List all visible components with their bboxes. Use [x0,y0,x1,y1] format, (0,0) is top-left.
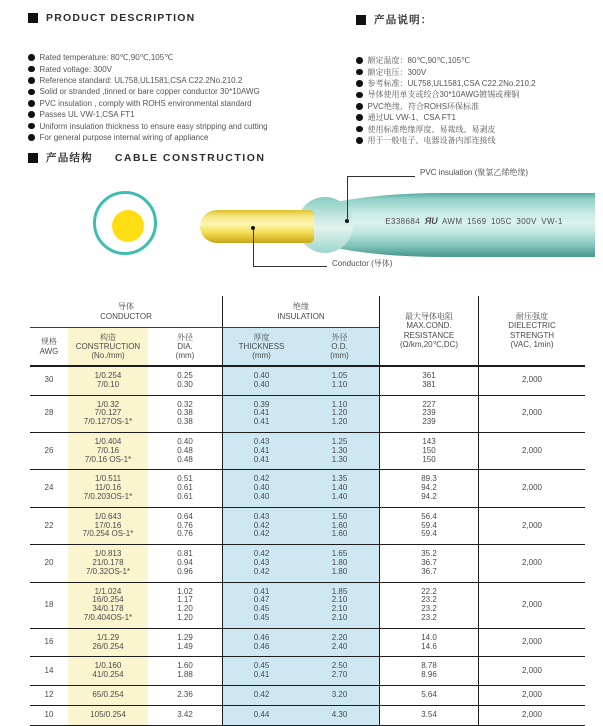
table-cell: 0.41 0.47 0.45 0.45 [222,583,300,628]
table-cell: 0.64 0.76 0.76 [177,511,193,539]
table-cell: 1/0.813 21/0.178 7/0.32OS-1* [68,545,148,581]
table-cell: 0.81 0.94 0.96 [177,549,193,576]
ul-file-number: E338684 [385,217,421,226]
table-row [30,582,585,628]
header-col-awg: 规格 AWG [39,337,59,356]
table-cell: 30 [44,375,54,385]
list-item-text: 额定温度：80℃,90℃,105℃ [367,56,471,66]
table-row [30,469,585,506]
bullet-icon [28,89,35,96]
table-cell: 143 150 150 [379,433,478,469]
bullet-icon [356,126,363,133]
table-cell: 1/0.32 7/0.127 7/0.127OS-1* [68,396,148,432]
list-item-text: Rated voltage: 300V [39,64,112,74]
table-cell: 1.65 1.80 1.80 [300,545,379,581]
table-cell: 2,000 [478,396,585,432]
table-cell: 10 [44,709,54,719]
table-cell: 0.40 0.40 [222,367,300,395]
table-cell: 3.42 [177,709,193,719]
table-cell: 0.40 0.48 0.48 [177,436,193,464]
table-cell: 0.46 0.46 [222,629,300,657]
table-cell: 2,000 [478,470,585,506]
list-item [28,132,350,143]
table-cell: 2,000 [478,433,585,469]
table-cell: 1/0.254 7/0.10 [68,367,148,395]
pointer-line [347,177,348,221]
pointer-line [347,176,415,177]
list-item [356,123,603,134]
table-cell: 1.60 1.88 [177,661,193,680]
table-cell: 0.25 0.30 [177,371,193,389]
pointer-line [253,229,254,267]
table-row [30,705,585,725]
table-cell: 1.29 1.49 [177,632,193,651]
table-row [30,544,585,581]
table-cell: 2,000 [478,706,585,725]
table-cell: 0.43 0.42 0.42 [222,508,300,544]
table-cell: 1/0.643 17/0.16 7/0.254 OS-1* [68,508,148,544]
table-cell: 18 [44,599,54,609]
list-item-text: 通过UL VW-1、CSA FT1 [367,113,456,123]
header-col-dia: 外径 DIA. (mm) [175,332,195,361]
table-cell: 2,000 [478,686,585,705]
table-cell: 20 [44,557,54,567]
list-item [28,52,350,63]
table-cell: 56.4 59.4 59.4 [379,508,478,544]
section-marker-icon [28,13,38,23]
bullet-icon [356,69,363,76]
table-cell: 35.2 36.7 36.7 [379,545,478,581]
list-item [356,135,603,146]
product-description-cn-section [356,12,603,146]
table-cell: 1.02 1.17 1.20 1.20 [177,586,193,622]
header-col-thickness: 厚度 THICKNESS (mm) [222,328,300,365]
table-cell: 3.20 [300,686,379,705]
ul-recognized-mark-icon: ЯU [424,216,438,226]
section-marker-icon [356,15,366,25]
conductor-label: Conductor (导体) [332,259,393,268]
table-cell: 2,000 [478,657,585,685]
conductor-core [112,210,144,242]
table-cell: 0.43 0.41 0.41 [222,433,300,469]
bullet-icon [356,80,363,87]
table-cell: 1.25 1.30 1.30 [300,433,379,469]
table-cell: 12 [44,689,54,699]
list-item-text: For general purpose internal wiring of appliance [39,132,209,142]
table-cell: 0.51 0.61 0.61 [177,474,193,501]
table-cell: 28 [44,408,54,418]
product-description-cn-list [356,55,603,146]
table-cell: 1/1.024 16/0.254 34/0.178 7/0.404OS-1* [68,583,148,628]
list-item [356,112,603,123]
list-item-text: PVC绝缘，符合ROHS环保标准 [367,101,480,111]
section-title: PRODUCT DESCRIPTION [46,12,196,24]
table-cell: 8.78 8.96 [379,657,478,685]
table-cell: 1/0.160 41/0.254 [68,657,148,685]
table-cell: 2,000 [478,508,585,544]
table-cell: 2,000 [478,629,585,657]
list-item [356,89,603,100]
cable-construction-heading [28,150,265,165]
table-cell: 0.45 0.41 [222,657,300,685]
table-cell: 2,000 [478,367,585,395]
table-cell: 65/0.254 [68,686,148,705]
table-cell: 16 [44,637,54,647]
list-item-text: Reference standard: UL758,UL1581,CSA C22.2No.210.2 [39,75,243,85]
table-cell: 22 [44,520,54,530]
product-description-section [28,12,350,143]
table-cell: 0.32 0.38 0.38 [177,399,193,427]
table-cell: 1.10 1.20 1.20 [300,396,379,432]
spec-table-header [30,296,585,367]
table-row [30,507,585,544]
cable-marking-text [358,216,590,226]
list-item-text: Uniform insulation thickness to ensure easy stripping and cutting [39,121,268,131]
bullet-icon [28,66,35,73]
list-item-text: 参考标准：UL758,UL1581,CSA C22.2No.210.2 [367,78,536,88]
spec-table-body [30,367,585,726]
conductor-rod [200,210,314,243]
table-cell: 227 239 239 [379,396,478,432]
header-col-od: 外径 O.D. (mm) [300,328,379,365]
bullet-icon [356,103,363,110]
table-cell: 1.05 1.10 [300,367,379,395]
bullet-icon [356,92,363,99]
table-row [30,656,585,685]
table-cell: 0.44 [222,706,300,725]
table-cell: 105/0.254 [68,706,148,725]
table-row [30,432,585,469]
table-cell: 0.42 [222,686,300,705]
bullet-icon [28,54,35,61]
table-cell: 2,000 [478,583,585,628]
table-cell: 5.64 [379,686,478,705]
table-cell: 14 [44,665,54,675]
list-item [28,109,350,120]
table-row [30,685,585,705]
table-cell: 2.20 2.40 [300,629,379,657]
list-item [28,75,350,86]
bullet-icon [28,123,35,130]
list-item [356,55,603,66]
table-row [30,395,585,432]
product-description-heading [28,12,350,24]
table-cell: 1/0.511 11/0.16 7/0.203OS-1* [68,470,148,506]
list-item-text: 用于一般电子、电器设备内部连接线 [367,135,496,145]
table-cell: 0.42 0.43 0.42 [222,545,300,581]
header-col-resistance: 最大导体电阻 MAX.COND. RESISTANCE (Ω/km,20℃,DC) [379,296,478,365]
header-group-insulation: 绝缘 INSULATION [222,296,379,328]
table-cell: 89.3 94.2 94.2 [379,470,478,506]
table-cell: 22.2 23.2 23.2 23.2 [379,583,478,628]
header-col-dielectric: 耐压强度 DIELECTRIC STRENGTH (VAC, 1min) [478,296,585,365]
table-cell: 3.54 [379,706,478,725]
bullet-icon [28,100,35,107]
bullet-icon [356,57,363,64]
section-title: 产品说明： [374,14,433,26]
list-item-text: Passes UL VW-1,CSA FT1 [39,110,135,120]
list-item [356,101,603,112]
section-marker-icon [28,153,38,163]
table-cell: 1.50 1.60 1.60 [300,508,379,544]
cable-rating-text: AWM 1569 105C 300V VW-1 [441,217,563,226]
list-item [28,86,350,97]
bullet-icon [356,114,363,121]
list-item [28,120,350,131]
table-cell: 1/1.29 26/0.254 [68,629,148,657]
table-cell: 14.0 14.6 [379,629,478,657]
table-cell: 24 [44,483,54,493]
list-item-text: Rated temperature: 80℃,90℃,105℃ [39,53,174,63]
table-row [30,367,585,395]
table-cell: 2.36 [177,689,193,699]
table-cell: 1.85 2.10 2.10 2.10 [300,583,379,628]
insulation-label: PVC insulation (聚氯乙烯绝缘) [420,168,529,177]
list-item-text: 导体使用单支或绞合30*10AWG镀锡或裸铜 [367,90,520,100]
table-cell: 2.50 2.70 [300,657,379,685]
list-item [28,63,350,74]
list-item-text: 使用标准绝缘厚度、易裁线、易剥皮 [367,124,496,134]
table-cell: 1.35 1.40 1.40 [300,470,379,506]
bullet-icon [356,137,363,144]
table-cell: 0.39 0.41 0.41 [222,396,300,432]
table-cell: 0.42 0.40 0.40 [222,470,300,506]
header-group-conductor: 导体 CONDUCTOR [30,296,222,328]
list-item-text: 额定电压：300V [367,67,427,77]
bullet-icon [28,77,35,84]
list-item-text: Solid or stranded ,tinned or bare copper conductor 30*10AWG [39,87,260,97]
list-item [356,78,603,89]
list-item [28,98,350,109]
table-cell: 361 381 [379,367,478,395]
bullet-icon [28,134,35,141]
table-cell: 26 [44,445,54,455]
section-title-cn: 产品结构 [46,152,93,164]
pointer-line [253,266,327,267]
bullet-icon [28,111,35,118]
table-cell: 4.30 [300,706,379,725]
spec-table [30,296,585,726]
header-col-construction: 构造 CONSTRUCTION (No./mm) [68,328,148,365]
table-cell: 1/0.404 7/0.16 7/0.16 OS-1* [68,433,148,469]
product-description-list [28,52,350,143]
section-title-en: CABLE CONSTRUCTION [114,151,266,164]
product-description-cn-heading [356,12,603,27]
list-item [356,66,603,77]
table-cell: 2,000 [478,545,585,581]
table-row [30,628,585,657]
list-item-text: PVC insulation , comply with ROHS environmental standard [39,98,252,108]
